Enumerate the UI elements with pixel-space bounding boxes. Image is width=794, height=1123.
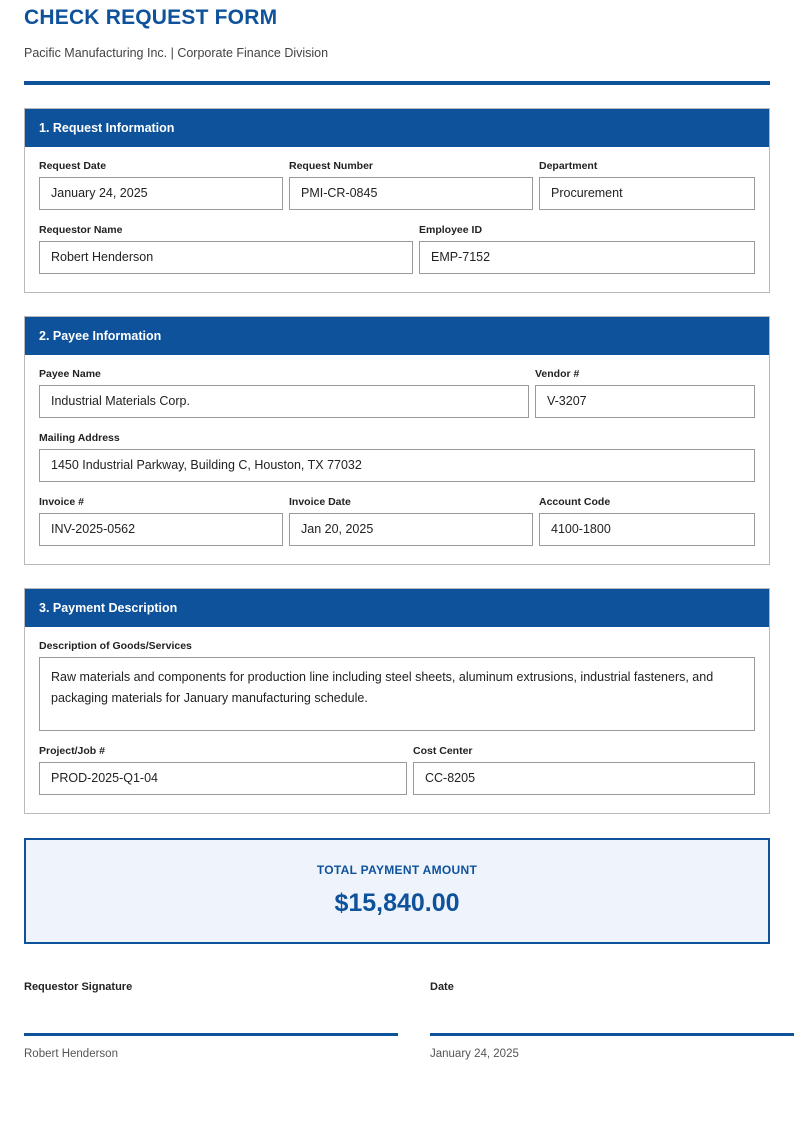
value-project-job[interactable]: PROD-2025-Q1-04 <box>39 762 407 795</box>
label-invoice-number: Invoice # <box>39 496 84 508</box>
total-payment-label: TOTAL PAYMENT AMOUNT <box>316 863 478 877</box>
label-project-job: Project/Job # <box>39 745 105 757</box>
payee-row-1 <box>39 367 755 418</box>
label-request-number: Request Number <box>289 160 374 172</box>
value-requestor-name[interactable]: Robert Henderson <box>39 241 413 274</box>
project-cost-row <box>39 744 755 795</box>
label-request-date: Request Date <box>39 160 107 172</box>
field-vendor-number <box>535 367 755 418</box>
section-body-payment-description <box>25 627 769 813</box>
value-payee-name[interactable]: Industrial Materials Corp. <box>39 385 529 418</box>
value-signature-date: January 24, 2025 <box>430 1048 519 1060</box>
section-payment-description <box>24 588 770 814</box>
field-employee-id <box>419 223 755 274</box>
value-mailing-address[interactable]: 1450 Industrial Parkway, Building C, Houston, TX 77032 <box>39 449 755 482</box>
signature-line-requestor[interactable] <box>24 994 398 1036</box>
title-divider <box>24 81 770 85</box>
value-description[interactable]: Raw materials and components for production line including steel sheets, aluminum extrusions, industrial fasteners, and packaging materials for January manufacturing schedule. <box>39 657 755 731</box>
value-vendor-number[interactable]: V-3207 <box>535 385 755 418</box>
request-info-row-2 <box>39 223 755 274</box>
field-account-code <box>539 495 755 546</box>
field-project-job <box>39 744 407 795</box>
value-account-code[interactable]: 4100-1800 <box>539 513 755 546</box>
signature-block-date <box>430 980 794 1062</box>
value-invoice-date[interactable]: Jan 20, 2025 <box>289 513 533 546</box>
field-description <box>39 639 755 731</box>
field-request-number <box>289 159 533 210</box>
field-cost-center <box>413 744 755 795</box>
section-header-payee-information: 2. Payee Information <box>25 317 769 355</box>
label-description: Description of Goods/Services <box>39 640 192 652</box>
value-department[interactable]: Procurement <box>539 177 755 210</box>
label-department: Department <box>539 160 598 172</box>
section-header-request-information: 1. Request Information <box>25 109 769 147</box>
total-payment-amount: $15,840.00 <box>334 889 460 917</box>
field-requestor-name <box>39 223 413 274</box>
signature-block-requestor <box>24 980 398 1062</box>
payee-row-3 <box>39 495 755 546</box>
description-row <box>39 639 755 731</box>
request-info-row-1 <box>39 159 755 210</box>
field-mailing-address <box>39 431 755 482</box>
field-department <box>539 159 755 210</box>
value-requestor-signature-name: Robert Henderson <box>24 1048 118 1060</box>
signature-line-date[interactable] <box>430 994 794 1036</box>
field-payee-name <box>39 367 529 418</box>
page-subtitle: Pacific Manufacturing Inc. | Corporate Finance Division <box>24 46 329 60</box>
label-mailing-address: Mailing Address <box>39 432 120 444</box>
total-payment-box <box>24 838 770 944</box>
page-title: CHECK REQUEST FORM <box>24 6 278 29</box>
field-request-date <box>39 159 283 210</box>
field-invoice-number <box>39 495 283 546</box>
value-request-date[interactable]: January 24, 2025 <box>39 177 283 210</box>
section-body-request-information <box>25 147 769 292</box>
label-cost-center: Cost Center <box>413 745 473 757</box>
label-requestor-signature: Requestor Signature <box>24 981 133 993</box>
field-invoice-date <box>289 495 533 546</box>
label-requestor-name: Requestor Name <box>39 224 123 236</box>
signature-row <box>24 980 770 1062</box>
section-body-payee-information <box>25 355 769 564</box>
section-payee-information <box>24 316 770 565</box>
value-cost-center[interactable]: CC-8205 <box>413 762 755 795</box>
label-account-code: Account Code <box>539 496 611 508</box>
label-payee-name: Payee Name <box>39 368 101 380</box>
label-signature-date: Date <box>430 981 454 993</box>
value-employee-id[interactable]: EMP-7152 <box>419 241 755 274</box>
value-request-number[interactable]: PMI-CR-0845 <box>289 177 533 210</box>
section-request-information <box>24 108 770 293</box>
section-header-payment-description: 3. Payment Description <box>25 589 769 627</box>
label-employee-id: Employee ID <box>419 224 483 236</box>
label-vendor-number: Vendor # <box>535 368 580 380</box>
label-invoice-date: Invoice Date <box>289 496 351 508</box>
payee-row-2 <box>39 431 755 482</box>
value-invoice-number[interactable]: INV-2025-0562 <box>39 513 283 546</box>
